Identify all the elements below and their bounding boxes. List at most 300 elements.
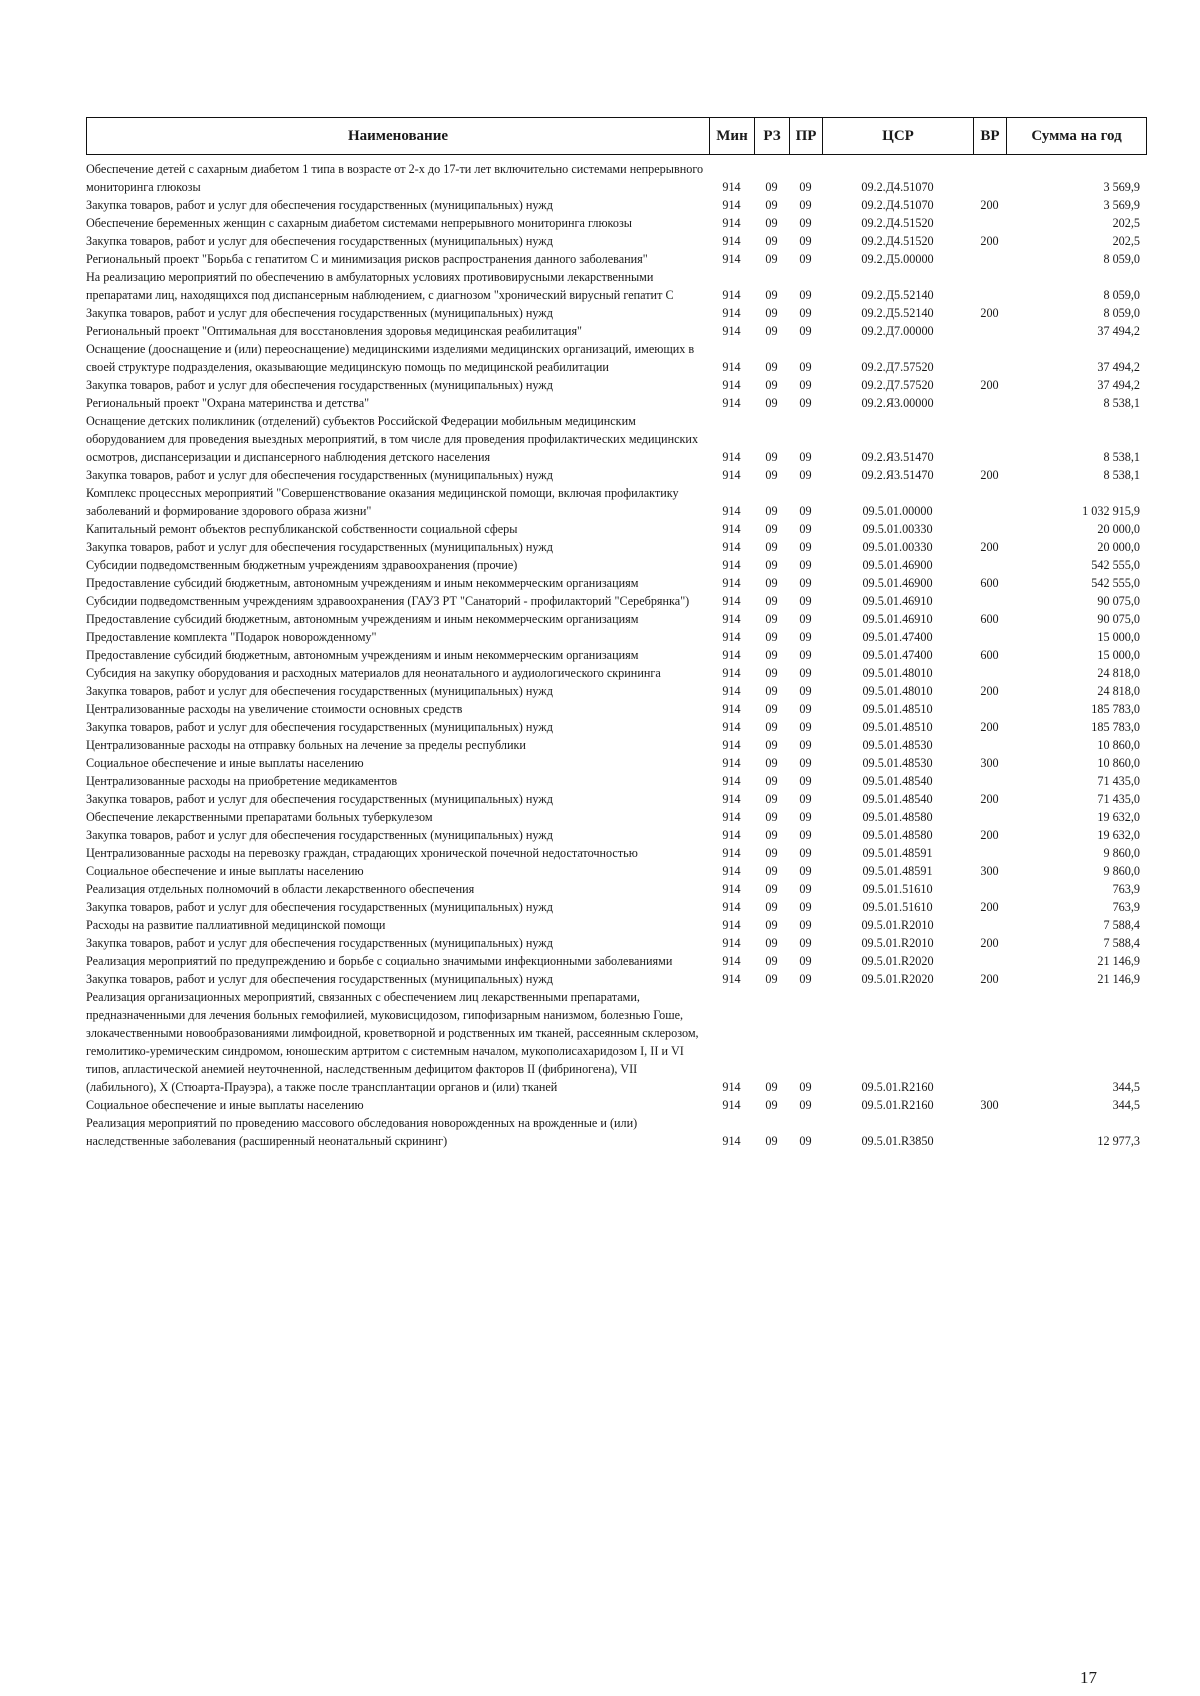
cell-min: 914 [722, 252, 741, 266]
cell-sum: 71 435,0 [1097, 774, 1140, 788]
cell-rz: 09 [765, 558, 778, 572]
cell-pr: 09 [799, 810, 812, 824]
table-row [86, 646, 1146, 664]
cell-name: Региональный проект "Охрана материнства и детства" [86, 396, 370, 410]
cell-rz: 09 [765, 756, 778, 770]
table-row [86, 268, 1146, 304]
cell-name: Централизованные расходы на перевозку граждан, страдающих хронической почечной недостаточностью [86, 846, 638, 860]
cell-sum: 8 059,0 [1103, 306, 1140, 320]
cell-name: Субсидии подведомственным бюджетным учреждениям здравоохранения (прочие) [86, 558, 518, 572]
cell-csr: 09.5.01.46910 [862, 612, 933, 626]
cell-name: Комплекс процессных мероприятий "Совершенствование оказания медицинской помощи, включая профилактику заболеваний и формирование здорового образа жизни" [86, 486, 679, 518]
cell-name: Социальное обеспечение и иные выплаты населению [86, 756, 364, 770]
cell-name: Закупка товаров, работ и услуг для обеспечения государственных (муниципальных) нужд [86, 828, 553, 842]
cell-name: Предоставление субсидий бюджетным, автономным учреждениям и иным некоммерческим организациям [86, 612, 639, 626]
cell-pr: 09 [799, 216, 812, 230]
cell-pr: 09 [799, 882, 812, 896]
cell-sum: 202,5 [1112, 234, 1140, 248]
cell-pr: 09 [799, 630, 812, 644]
cell-rz: 09 [765, 180, 778, 194]
cell-rz: 09 [765, 702, 778, 716]
cell-vr: 200 [980, 468, 999, 482]
cell-csr: 09.5.01.R2160 [861, 1098, 934, 1112]
cell-min: 914 [722, 630, 741, 644]
cell-name: Региональный проект "Оптимальная для восстановления здоровья медицинская реабилитация" [86, 324, 583, 338]
cell-csr: 09.2.Д4.51070 [861, 198, 934, 212]
cell-sum: 202,5 [1112, 216, 1140, 230]
cell-name: Реализация организационных мероприятий, связанных с обеспечением лиц лекарственными препаратами, предназначенными для лечения больных гемофилией, муковисцидозом, гипофизарным нанизмом, болезнью Гоше, злокачественными новообразованиями лимфоидной, кроветворной и родственных им тканей, рассеянным склерозом, гемолитико-уремическим синдромом, юношеским артритом с системным началом, мукополисахаридозом I, II и VI типов, апластической анемией неуточненной, наследственным дефицитом факторов II (фибриногена), VII (лабильного), X (Стюарта-Прауэра), а также после трансплантации органов и (или) тканей [86, 990, 699, 1094]
table-row [86, 250, 1146, 268]
cell-pr: 09 [799, 792, 812, 806]
cell-sum: 763,9 [1112, 882, 1140, 896]
cell-name: Закупка товаров, работ и услуг для обеспечения государственных (муниципальных) нужд [86, 936, 553, 950]
cell-vr [973, 322, 1006, 340]
header-sum: Сумма на год [1007, 118, 1147, 155]
cell-vr [973, 844, 1006, 862]
table-row [86, 808, 1146, 826]
cell-pr: 09 [799, 612, 812, 626]
cell-sum: 8 059,0 [1103, 288, 1140, 302]
cell-rz: 09 [765, 774, 778, 788]
cell-pr: 09 [799, 252, 812, 266]
cell-rz: 09 [765, 396, 778, 410]
cell-sum: 7 588,4 [1103, 918, 1140, 932]
cell-csr: 09.2.Д5.00000 [861, 252, 934, 266]
cell-sum: 71 435,0 [1097, 792, 1140, 806]
table-row [86, 754, 1146, 772]
cell-pr: 09 [799, 198, 812, 212]
cell-pr: 09 [799, 540, 812, 554]
cell-name: Обеспечение детей с сахарным диабетом 1 типа в возрасте от 2-х до 17-ти лет включительно системами непрерывного мониторинга глюкозы [86, 162, 704, 194]
cell-sum: 9 860,0 [1103, 846, 1140, 860]
cell-name: Оснащение детских поликлиник (отделений) субъектов Российской Федерации мобильным медицинским оборудованием для проведения выездных мероприятий, в том числе для проведения профилактических медицинских осмотров, диспансеризации и диспансерного наблюдения детского населения [86, 414, 699, 464]
header-min: Мин [710, 118, 755, 155]
cell-csr: 09.5.01.48530 [862, 738, 933, 752]
cell-sum: 37 494,2 [1097, 360, 1140, 374]
cell-vr: 600 [980, 612, 999, 626]
cell-csr: 09.5.01.R2020 [861, 954, 934, 968]
table-row [86, 934, 1146, 952]
cell-min: 914 [722, 180, 741, 194]
cell-name: Закупка товаров, работ и услуг для обеспечения государственных (муниципальных) нужд [86, 306, 553, 320]
cell-name: Реализация отдельных полномочий в области лекарственного обеспечения [86, 882, 475, 896]
table-row [86, 394, 1146, 412]
cell-pr: 09 [799, 378, 812, 392]
cell-name: Субсидии подведомственным учреждениям здравоохранения (ГАУЗ РТ "Санаторий - профилакторий "Серебрянка") [86, 594, 690, 608]
cell-vr: 200 [980, 234, 999, 248]
cell-name: Закупка товаров, работ и услуг для обеспечения государственных (муниципальных) нужд [86, 540, 553, 554]
cell-rz: 09 [765, 576, 778, 590]
cell-csr: 09.5.01.00330 [862, 540, 933, 554]
cell-csr: 09.2.Я3.51470 [861, 468, 934, 482]
table-row [86, 1096, 1146, 1114]
cell-pr: 09 [799, 738, 812, 752]
cell-csr: 09.5.01.48010 [862, 666, 933, 680]
table-row [86, 556, 1146, 574]
cell-name: Централизованные расходы на увеличение стоимости основных средств [86, 702, 463, 716]
cell-vr [973, 988, 1006, 1096]
cell-csr: 09.2.Д7.57520 [861, 378, 934, 392]
cell-csr: 09.2.Я3.51470 [861, 450, 934, 464]
cell-csr: 09.5.01.48510 [862, 720, 933, 734]
cell-sum: 12 977,3 [1097, 1134, 1140, 1148]
table-row [86, 664, 1146, 682]
cell-rz: 09 [765, 954, 778, 968]
cell-rz: 09 [765, 846, 778, 860]
cell-csr: 09.5.01.R2020 [861, 972, 934, 986]
cell-min: 914 [722, 1098, 741, 1112]
cell-rz: 09 [765, 1080, 778, 1094]
cell-vr [973, 520, 1006, 538]
cell-sum: 10 860,0 [1097, 756, 1140, 770]
cell-vr [973, 628, 1006, 646]
cell-sum: 15 000,0 [1097, 630, 1140, 644]
cell-vr [973, 880, 1006, 898]
table-row [86, 898, 1146, 916]
cell-sum: 185 783,0 [1091, 702, 1140, 716]
cell-rz: 09 [765, 648, 778, 662]
cell-sum: 7 588,4 [1103, 936, 1140, 950]
cell-min: 914 [722, 648, 741, 662]
header-vr: ВР [974, 118, 1007, 155]
header-rz: РЗ [755, 118, 790, 155]
cell-vr [973, 808, 1006, 826]
table-row [86, 880, 1146, 898]
table-row [86, 700, 1146, 718]
cell-vr [973, 412, 1006, 466]
cell-min: 914 [722, 360, 741, 374]
cell-rz: 09 [765, 612, 778, 626]
cell-csr: 09.2.Д7.00000 [861, 324, 934, 338]
cell-pr: 09 [799, 450, 812, 464]
cell-vr: 200 [980, 972, 999, 986]
cell-pr: 09 [799, 468, 812, 482]
table-row [86, 574, 1146, 592]
cell-min: 914 [722, 522, 741, 536]
cell-min: 914 [722, 792, 741, 806]
cell-rz: 09 [765, 324, 778, 338]
cell-rz: 09 [765, 882, 778, 896]
cell-pr: 09 [799, 504, 812, 518]
cell-sum: 10 860,0 [1097, 738, 1140, 752]
cell-min: 914 [722, 900, 741, 914]
table-row [86, 322, 1146, 340]
cell-sum: 20 000,0 [1097, 540, 1140, 554]
cell-vr [973, 700, 1006, 718]
table-row [86, 718, 1146, 736]
cell-csr: 09.5.01.51610 [862, 882, 933, 896]
cell-rz: 09 [765, 720, 778, 734]
cell-vr: 200 [980, 378, 999, 392]
cell-csr: 09.2.Д4.51520 [861, 234, 934, 248]
cell-vr: 200 [980, 306, 999, 320]
cell-pr: 09 [799, 864, 812, 878]
cell-rz: 09 [765, 468, 778, 482]
cell-name: Централизованные расходы на отправку больных на лечение за пределы республики [86, 738, 526, 752]
cell-pr: 09 [799, 756, 812, 770]
cell-rz: 09 [765, 252, 778, 266]
cell-csr: 09.5.01.48540 [862, 774, 933, 788]
table-header [86, 117, 1147, 155]
cell-sum: 24 818,0 [1097, 666, 1140, 680]
cell-sum: 21 146,9 [1097, 972, 1140, 986]
cell-name: Закупка товаров, работ и услуг для обеспечения государственных (муниципальных) нужд [86, 900, 553, 914]
table-row [86, 340, 1146, 376]
cell-vr: 200 [980, 936, 999, 950]
cell-csr: 09.5.01.00000 [862, 504, 933, 518]
cell-sum: 542 555,0 [1091, 558, 1140, 572]
cell-min: 914 [722, 396, 741, 410]
cell-name: Предоставление субсидий бюджетным, автономным учреждениям и иным некоммерческим организациям [86, 648, 639, 662]
table-row [86, 916, 1146, 934]
cell-name: Закупка товаров, работ и услуг для обеспечения государственных (муниципальных) нужд [86, 720, 553, 734]
cell-pr: 09 [799, 306, 812, 320]
table-row [86, 538, 1146, 556]
table-row [86, 376, 1146, 394]
cell-sum: 24 818,0 [1097, 684, 1140, 698]
cell-csr: 09.5.01.48530 [862, 756, 933, 770]
cell-sum: 8 059,0 [1103, 252, 1140, 266]
cell-pr: 09 [799, 576, 812, 590]
cell-vr: 200 [980, 720, 999, 734]
cell-pr: 09 [799, 774, 812, 788]
cell-name: Обеспечение лекарственными препаратами больных туберкулезом [86, 810, 433, 824]
cell-min: 914 [722, 450, 741, 464]
cell-rz: 09 [765, 972, 778, 986]
cell-sum: 37 494,2 [1097, 324, 1140, 338]
cell-csr: 09.5.01.47400 [862, 648, 933, 662]
cell-min: 914 [722, 234, 741, 248]
cell-csr: 09.5.01.48010 [862, 684, 933, 698]
cell-sum: 185 783,0 [1091, 720, 1140, 734]
cell-sum: 9 860,0 [1103, 864, 1140, 878]
cell-name: Закупка товаров, работ и услуг для обеспечения государственных (муниципальных) нужд [86, 684, 553, 698]
cell-pr: 09 [799, 594, 812, 608]
cell-vr: 200 [980, 198, 999, 212]
cell-pr: 09 [799, 522, 812, 536]
cell-vr [973, 736, 1006, 754]
table-row [86, 844, 1146, 862]
cell-rz: 09 [765, 216, 778, 230]
cell-vr: 200 [980, 900, 999, 914]
cell-sum: 1 032 915,9 [1082, 504, 1140, 518]
cell-vr [973, 556, 1006, 574]
cell-rz: 09 [765, 306, 778, 320]
cell-min: 914 [722, 972, 741, 986]
cell-rz: 09 [765, 522, 778, 536]
cell-sum: 90 075,0 [1097, 612, 1140, 626]
cell-name: Закупка товаров, работ и услуг для обеспечения государственных (муниципальных) нужд [86, 468, 553, 482]
cell-sum: 15 000,0 [1097, 648, 1140, 662]
cell-csr: 09.5.01.51610 [862, 900, 933, 914]
table-row [86, 412, 1146, 466]
cell-name: Оснащение (дооснащение и (или) переоснащение) медицинскими изделиями медицинских организаций, имеющих в своей структуре подразделения, оказывающие медицинскую помощь по медицинской реабилитации [86, 342, 695, 374]
cell-sum: 542 555,0 [1091, 576, 1140, 590]
cell-vr [973, 268, 1006, 304]
cell-vr: 300 [980, 1098, 999, 1112]
cell-csr: 09.5.01.48580 [862, 810, 933, 824]
table-row [86, 682, 1146, 700]
cell-pr: 09 [799, 180, 812, 194]
cell-pr: 09 [799, 846, 812, 860]
cell-vr: 200 [980, 540, 999, 554]
cell-sum: 19 632,0 [1097, 828, 1140, 842]
cell-csr: 09.5.01.48591 [862, 864, 933, 878]
page-number: 17 [1080, 1668, 1097, 1687]
cell-pr: 09 [799, 558, 812, 572]
cell-min: 914 [722, 882, 741, 896]
cell-pr: 09 [799, 234, 812, 248]
cell-vr [973, 664, 1006, 682]
cell-min: 914 [722, 702, 741, 716]
cell-name: Закупка товаров, работ и услуг для обеспечения государственных (муниципальных) нужд [86, 234, 553, 248]
cell-csr: 09.5.01.47400 [862, 630, 933, 644]
cell-vr [973, 916, 1006, 934]
cell-pr: 09 [799, 648, 812, 662]
cell-min: 914 [722, 810, 741, 824]
cell-vr [973, 952, 1006, 970]
cell-rz: 09 [765, 504, 778, 518]
cell-sum: 8 538,1 [1103, 468, 1140, 482]
cell-csr: 09.5.01.48591 [862, 846, 933, 860]
cell-min: 914 [722, 324, 741, 338]
cell-vr: 200 [980, 828, 999, 842]
cell-sum: 3 569,9 [1103, 180, 1140, 194]
cell-min: 914 [722, 918, 741, 932]
cell-pr: 09 [799, 1080, 812, 1094]
cell-sum: 344,5 [1112, 1080, 1140, 1094]
table-row [86, 790, 1146, 808]
cell-min: 914 [722, 954, 741, 968]
table-row [86, 970, 1146, 988]
cell-min: 914 [722, 576, 741, 590]
table-row [86, 952, 1146, 970]
table-row [86, 610, 1146, 628]
cell-vr [973, 772, 1006, 790]
cell-min: 914 [722, 504, 741, 518]
cell-pr: 09 [799, 1098, 812, 1112]
table-row [86, 520, 1146, 538]
cell-min: 914 [722, 738, 741, 752]
cell-rz: 09 [765, 234, 778, 248]
cell-min: 914 [722, 594, 741, 608]
cell-rz: 09 [765, 450, 778, 464]
budget-table [86, 160, 1146, 1150]
cell-rz: 09 [765, 792, 778, 806]
cell-name: Региональный проект "Борьба с гепатитом С и минимизация рисков распространения данного заболевания" [86, 252, 648, 266]
cell-csr: 09.2.Я3.00000 [861, 396, 934, 410]
header-name: Наименование [87, 118, 710, 155]
cell-min: 914 [722, 666, 741, 680]
cell-rz: 09 [765, 1098, 778, 1112]
cell-name: На реализацию мероприятий по обеспечению в амбулаторных условиях противовирусными лекарственными препаратами лиц, находящихся под диспансерным наблюдением, с диагнозом "хронический вирусный гепатит С [86, 270, 674, 302]
cell-csr: 09.5.01.00330 [862, 522, 933, 536]
cell-csr: 09.5.01.R2010 [861, 918, 934, 932]
table-row [86, 628, 1146, 646]
cell-rz: 09 [765, 288, 778, 302]
cell-min: 914 [722, 846, 741, 860]
cell-vr [973, 160, 1006, 196]
cell-name: Реализация мероприятий по проведению массового обследования новорожденных на врожденные и (или) наследственные заболевания (расширенный неонатальный скрининг) [86, 1116, 638, 1148]
cell-rz: 09 [765, 630, 778, 644]
cell-vr [973, 592, 1006, 610]
cell-vr [973, 394, 1006, 412]
cell-sum: 344,5 [1112, 1098, 1140, 1112]
cell-csr: 09.5.01.46900 [862, 558, 933, 572]
cell-sum: 90 075,0 [1097, 594, 1140, 608]
cell-csr: 09.2.Д7.57520 [861, 360, 934, 374]
cell-vr: 600 [980, 648, 999, 662]
cell-min: 914 [722, 558, 741, 572]
cell-pr: 09 [799, 954, 812, 968]
cell-rz: 09 [765, 828, 778, 842]
cell-pr: 09 [799, 324, 812, 338]
cell-rz: 09 [765, 918, 778, 932]
cell-rz: 09 [765, 378, 778, 392]
cell-csr: 09.5.01.48580 [862, 828, 933, 842]
cell-csr: 09.5.01.R2010 [861, 936, 934, 950]
cell-min: 914 [722, 1080, 741, 1094]
cell-vr [973, 484, 1006, 520]
cell-sum: 3 569,9 [1103, 198, 1140, 212]
cell-rz: 09 [765, 684, 778, 698]
cell-min: 914 [722, 468, 741, 482]
cell-sum: 37 494,2 [1097, 378, 1140, 392]
cell-name: Субсидия на закупку оборудования и расходных материалов для неонатального и аудиологического скрининга [86, 666, 661, 680]
table-row [86, 592, 1146, 610]
cell-min: 914 [722, 828, 741, 842]
cell-rz: 09 [765, 738, 778, 752]
cell-name: Расходы на развитие паллиативной медицинской помощи [86, 918, 386, 932]
cell-min: 914 [722, 864, 741, 878]
table-row [86, 214, 1146, 232]
cell-name: Централизованные расходы на приобретение медикаментов [86, 774, 398, 788]
cell-min: 914 [722, 774, 741, 788]
cell-csr: 09.5.01.46900 [862, 576, 933, 590]
cell-name: Социальное обеспечение и иные выплаты населению [86, 1098, 364, 1112]
cell-min: 914 [722, 756, 741, 770]
cell-rz: 09 [765, 810, 778, 824]
cell-vr [973, 1114, 1006, 1150]
cell-csr: 09.5.01.46910 [862, 594, 933, 608]
cell-pr: 09 [799, 288, 812, 302]
cell-name: Капитальный ремонт объектов республиканской собственности социальной сферы [86, 522, 518, 536]
cell-rz: 09 [765, 594, 778, 608]
cell-csr: 09.2.Д5.52140 [861, 288, 934, 302]
cell-pr: 09 [799, 936, 812, 950]
cell-min: 914 [722, 720, 741, 734]
cell-min: 914 [722, 936, 741, 950]
cell-pr: 09 [799, 720, 812, 734]
cell-min: 914 [722, 612, 741, 626]
cell-pr: 09 [799, 972, 812, 986]
cell-vr [973, 340, 1006, 376]
cell-pr: 09 [799, 702, 812, 716]
cell-pr: 09 [799, 684, 812, 698]
cell-name: Закупка товаров, работ и услуг для обеспечения государственных (муниципальных) нужд [86, 198, 553, 212]
cell-min: 914 [722, 216, 741, 230]
cell-pr: 09 [799, 900, 812, 914]
table-row [86, 484, 1146, 520]
table-row [86, 232, 1146, 250]
cell-rz: 09 [765, 666, 778, 680]
cell-pr: 09 [799, 828, 812, 842]
cell-min: 914 [722, 306, 741, 320]
cell-rz: 09 [765, 936, 778, 950]
table-row [86, 988, 1146, 1096]
cell-name: Реализация мероприятий по предупреждению и борьбе с социально значимыми инфекционными заболеваниями [86, 954, 673, 968]
cell-name: Закупка товаров, работ и услуг для обеспечения государственных (муниципальных) нужд [86, 972, 553, 986]
